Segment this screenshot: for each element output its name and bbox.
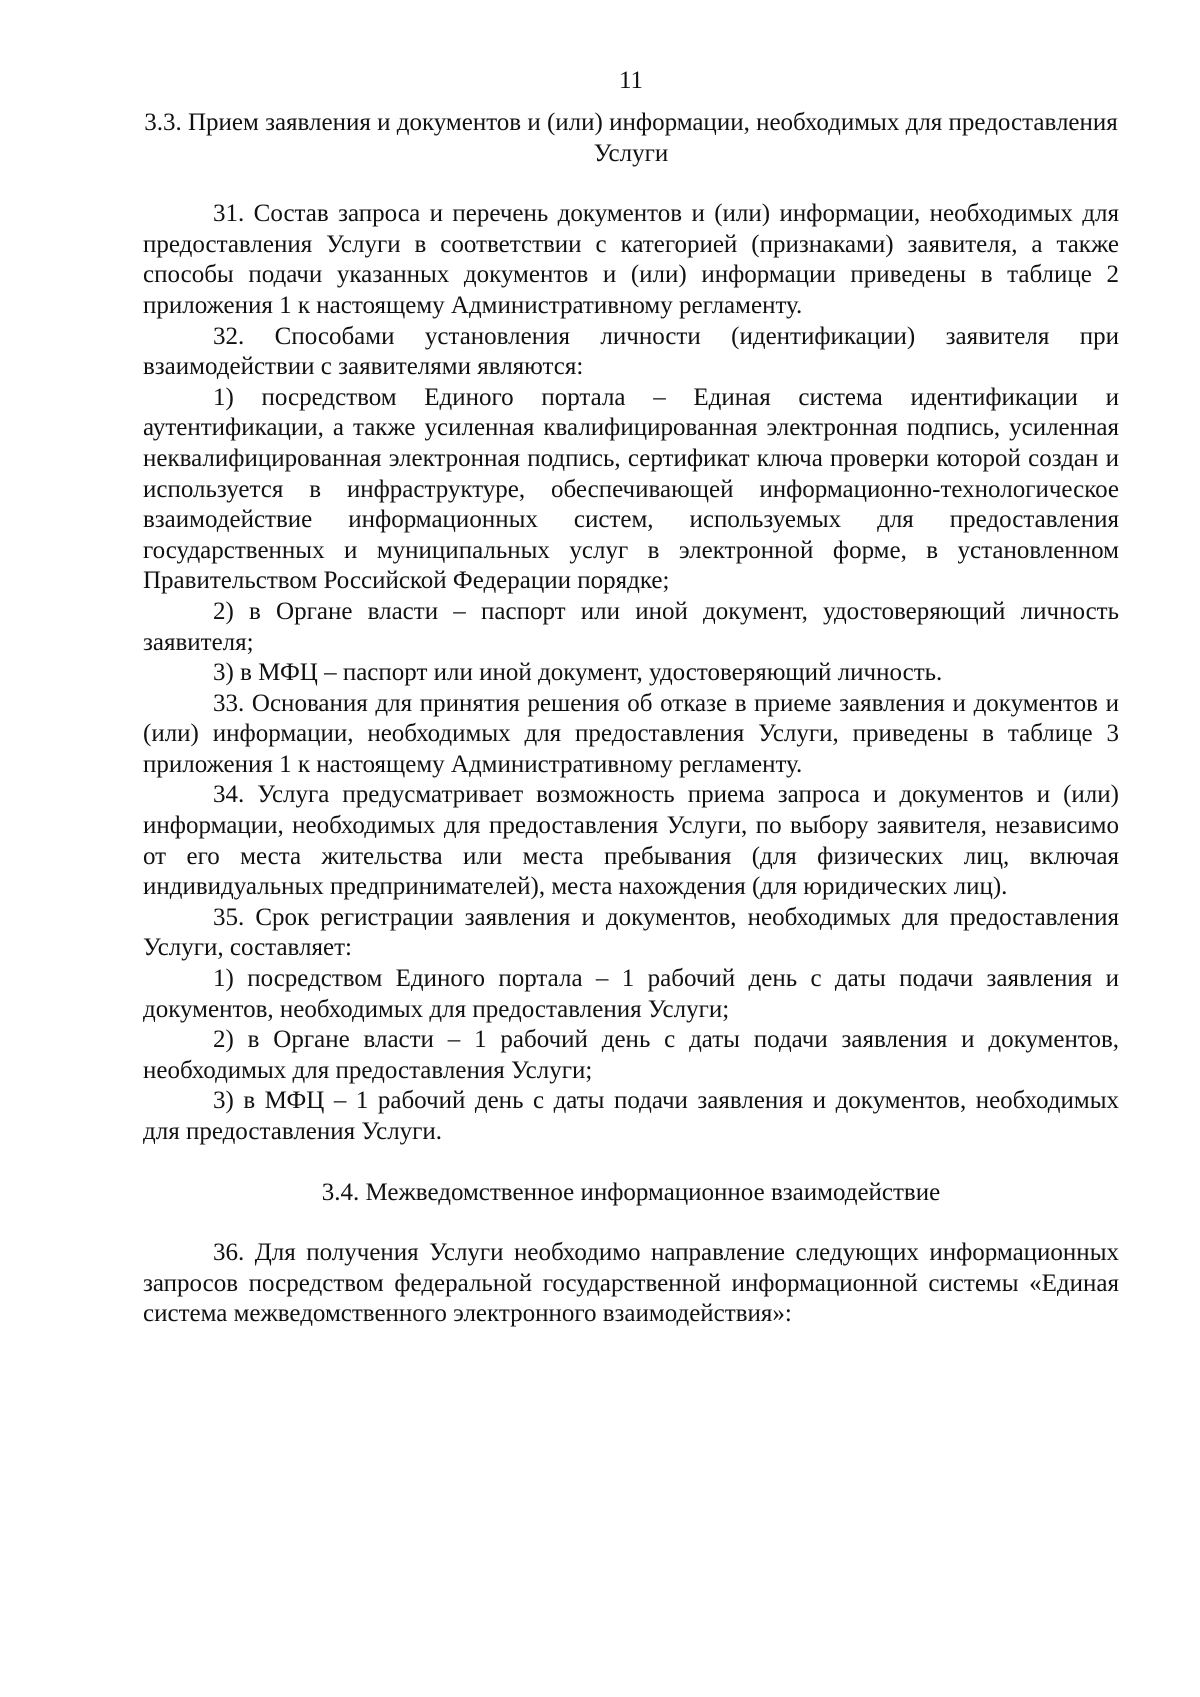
section-title-3-4: 3.4. Межведомственное информационное взаимодействие — [321, 1178, 941, 1206]
paragraph-35-item-1: 1) посредством Единого портала – 1 рабочий день с даты подачи заявления и документов, необходимых для предоставления Услуги; — [143, 965, 1119, 1023]
paragraph-32-item-3: 3) в МФЦ – паспорт или иной документ, удостоверяющий личность. — [213, 659, 943, 687]
page-number: 11 — [618, 67, 644, 94]
paragraph-36: 36. Для получения Услуги необходимо направление следующих информационных запросов посредством федеральной государственной информационной системы «Единая система межведомственного электронного взаимодействия»: — [143, 1239, 1119, 1328]
paragraph-34: 34. Услуга предусматривает возможность приема запроса и документов и (или) информации, необходимых для предоставления Услуги, по выбору заявителя, независимо от его места жительства или места пребывания (для физических лиц, включая индивидуальных предпринимателей), места нахождения (для юридических лиц). — [143, 781, 1119, 901]
paragraph-31: 31. Состав запроса и перечень документов и (или) информации, необходимых для предоставления Услуги в соответствии с категорией (признаками) заявителя, а также способы подачи указанных документов и (или) информации приведены в таблице 2 приложения 1 к настоящему Административному регламенту. — [143, 200, 1119, 319]
paragraph-33: 33. Основания для принятия решения об отказе в приеме заявления и документов и (или) информации, необходимых для предоставления Услуги, приведены в таблице 3 приложения 1 к настоящему Административному регламенту. — [143, 689, 1119, 778]
paragraph-32: 32. Способами установления личности (идентификации) заявителя при взаимодействии с заявителями являются: — [143, 322, 1119, 381]
section-title-3-3: 3.3. Прием заявления и документов и (или) информации, необходимых для предоставления Услуги — [144, 109, 1118, 167]
section-3-3-body — [143, 199, 1119, 1147]
paragraph-35: 35. Срок регистрации заявления и документов, необходимых для предоставления Услуги, составляет: — [143, 903, 1119, 962]
section-3-4-body — [143, 1238, 1119, 1330]
paragraph-32-item-1: 1) посредством Единого портала – Единая система идентификации и аутентификации, а также усиленная квалифицированная электронная подпись, усиленная неквалифицированная электронная подпись, сертификат ключа проверки которой создан и используется в инфраструктуре, обеспечивающей информационно-технологическое взаимодействие информационных систем, используемых для предоставления государственных и муниципальных услуг в электронной форме, в установленном Правительством Российской Федерации порядке; — [143, 383, 1119, 595]
paragraph-35-item-2: 2) в Органе власти – 1 рабочий день с даты подачи заявления и документов, необходимых для предоставления Услуги; — [143, 1026, 1119, 1084]
paragraph-32-item-2: 2) в Органе власти – паспорт или иной документ, удостоверяющий личность заявителя; — [143, 597, 1119, 656]
paragraph-35-item-3: 3) в МФЦ – 1 рабочий день с даты подачи заявления и документов, необходимых для предоставления Услуги. — [143, 1087, 1119, 1145]
